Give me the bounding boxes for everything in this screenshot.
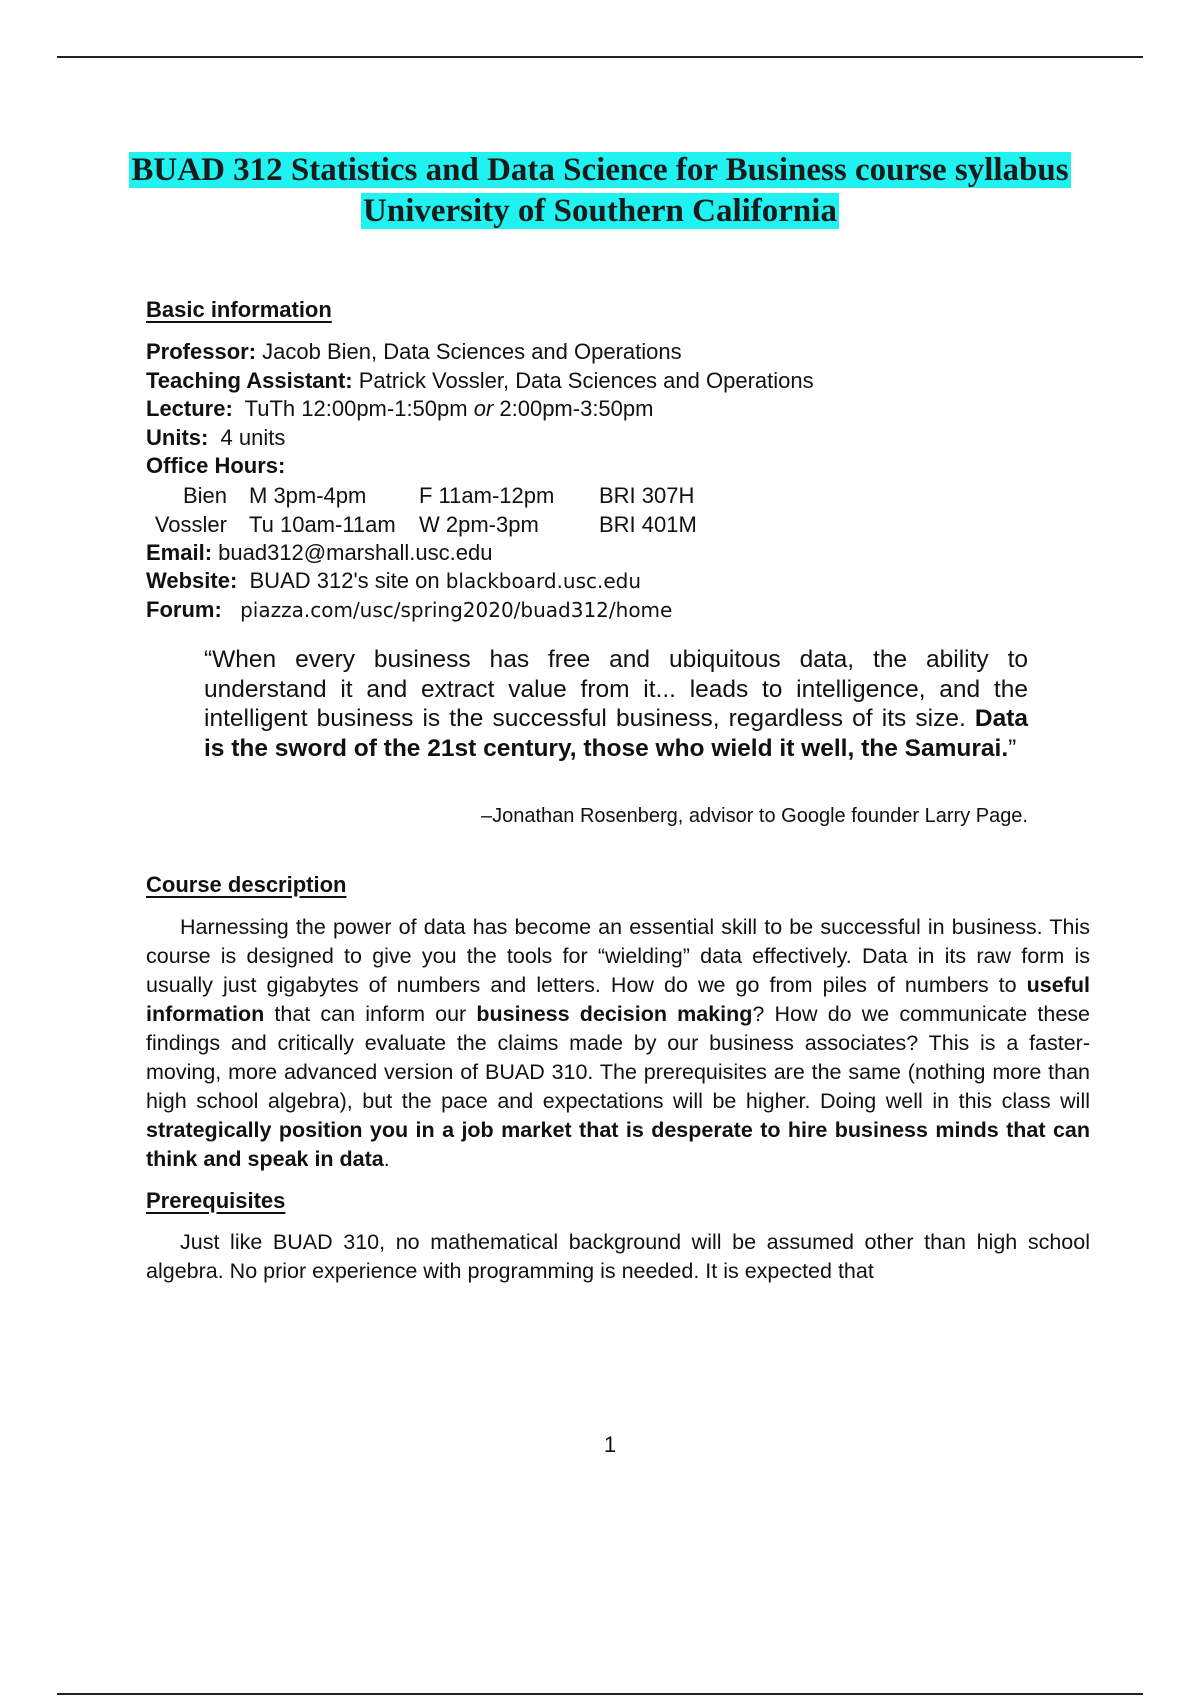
office-hours-name: Vossler (154, 511, 227, 537)
units-line: Units: 4 units (146, 424, 286, 450)
lecture-line: Lecture: TuTh 12:00pm-1:50pm or 2:00pm-3:50pm (146, 396, 654, 421)
opening-quote: “When every business has free and ubiquitous data, the ability to understand it and extract value from it... leads to intelligence, and the intelligent business is the successful business, regardless of its size. Data is the sword of the 21st century, those who wield it well, the Samurai.” (204, 646, 1028, 762)
basic-information-heading: Basic information (146, 297, 332, 322)
office-hours-label: Office Hours: (146, 453, 286, 478)
office-hours-slot: F 11am-12pm (419, 482, 555, 508)
forum-link[interactable]: piazza.com/usc/spring2020/buad312/home (240, 597, 673, 622)
professor-line: Professor: Jacob Bien, Data Sciences and Operations (146, 339, 682, 364)
course-description-heading: Course description (146, 872, 347, 897)
ta-line: Teaching Assistant: Patrick Vossler, Data Sciences and Operations (146, 367, 814, 393)
top-rule (57, 56, 1143, 58)
office-hours-room: BRI 307H (599, 482, 695, 508)
office-hours-table (146, 481, 814, 539)
title-line-2: University of Southern California (363, 193, 837, 229)
basic-information (146, 338, 814, 624)
bottom-rule (57, 1693, 1143, 1695)
quote-attribution: –Jonathan Rosenberg, advisor to Google founder Larry Page. (480, 805, 1028, 827)
website-line: Website: BUAD 312's site on blackboard.usc.edu (146, 568, 642, 593)
title-line-1: BUAD 312 Statistics and Data Science for Business course syllabus (131, 152, 1069, 188)
prerequisites-text: Just like BUAD 310, no mathematical background will be assumed other than high school algebra. No prior experience with programming is needed. It is expected that (146, 1230, 1090, 1283)
page-number: 1 (603, 1432, 617, 1457)
document-title (0, 150, 1200, 232)
office-hours-name: Bien (182, 482, 227, 508)
prerequisites-heading: Prerequisites (146, 1188, 286, 1213)
office-hours-slot: Tu 10am-11am (249, 511, 396, 537)
forum-line: Forum: piazza.com/usc/spring2020/buad312/home (146, 596, 673, 622)
email-line: Email: buad312@marshall.usc.edu (146, 539, 493, 565)
email-link[interactable]: buad312@marshall.usc.edu (212, 539, 493, 565)
website-link[interactable]: blackboard.usc.edu (445, 569, 642, 593)
office-hours-slot: M 3pm-4pm (249, 482, 367, 508)
office-hours-room: BRI 401M (599, 511, 697, 537)
course-description-text: Harnessing the power of data has become an essential skill to be successful in business. This course is designed to give you the tools for “wielding” data effectively. Data in its raw form is usually just gigabytes of numbers and letters. How do we go from piles of numbers to useful information that can inform our business decision making? How do we communicate these findings and critically evaluate the claims made by our business associates? This is a faster-moving, more advanced version of BUAD 310. The prerequisites are the same (nothing more than high school algebra), but the pace and expectations will be higher. Doing well in this class will strategically position you in a job market that is desperate to hire business minds that can think and speak in data. (146, 915, 1091, 1171)
office-hours-slot: W 2pm-3pm (419, 511, 539, 537)
